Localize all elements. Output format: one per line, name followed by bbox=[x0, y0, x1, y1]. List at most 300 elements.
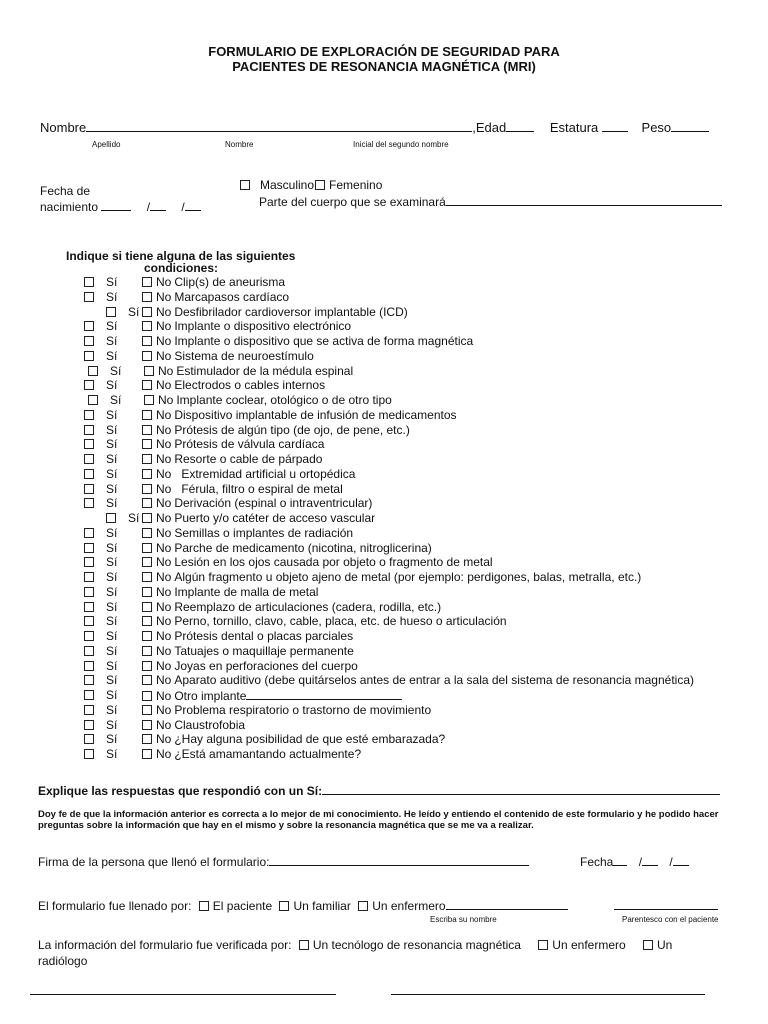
si-checkbox[interactable] bbox=[84, 572, 94, 582]
nombre-label: Nombre bbox=[40, 120, 87, 135]
no-checkbox[interactable] bbox=[142, 572, 152, 582]
no-option bbox=[142, 437, 324, 451]
si-option bbox=[84, 541, 117, 555]
fecha-year-field[interactable] bbox=[673, 854, 689, 866]
si-option bbox=[84, 526, 117, 540]
enfermero-checkbox[interactable] bbox=[358, 901, 368, 911]
form-title-line-2: PACIENTES DE RESONANCIA MAGNÉTICA (MRI) bbox=[232, 59, 536, 74]
no-option bbox=[142, 541, 432, 555]
no-checkbox[interactable] bbox=[142, 528, 152, 538]
si-checkbox[interactable] bbox=[84, 661, 94, 671]
condition-text: Implante de malla de metal bbox=[174, 584, 319, 599]
name-row bbox=[40, 120, 709, 135]
condition-row bbox=[84, 334, 474, 348]
si-option bbox=[84, 496, 117, 510]
condition-text: Implante o dispositivo electrónico bbox=[174, 319, 352, 334]
no-checkbox[interactable] bbox=[142, 454, 152, 464]
masculino-checkbox[interactable] bbox=[240, 180, 250, 190]
si-checkbox[interactable] bbox=[84, 602, 94, 612]
condition-row bbox=[84, 466, 356, 481]
condition-text: Estimulador de la médula espinal bbox=[176, 363, 354, 378]
no-label: No bbox=[156, 496, 172, 511]
enfermero2-checkbox[interactable] bbox=[538, 940, 548, 950]
condition-row bbox=[84, 570, 642, 584]
familiar-checkbox[interactable] bbox=[279, 901, 289, 911]
condition-text: Aparato auditivo (debe quitárselos antes de entrar a la sala del sistema de resonancia magnética) bbox=[174, 673, 694, 688]
date-slash: / bbox=[181, 200, 185, 214]
condition-text: Semillas o implantes de radiación bbox=[174, 525, 354, 540]
no-checkbox[interactable] bbox=[142, 675, 152, 685]
no-option bbox=[142, 644, 354, 658]
condition-row bbox=[84, 452, 323, 466]
si-option bbox=[84, 408, 117, 422]
fecha-label: Fecha bbox=[580, 855, 614, 869]
peso-label: Peso bbox=[641, 120, 672, 135]
parte-cuerpo-label: Parte del cuerpo que se examinará bbox=[259, 195, 446, 209]
condition-row bbox=[84, 629, 354, 643]
si-option bbox=[84, 673, 117, 687]
signature-date-row bbox=[580, 854, 689, 869]
no-option bbox=[142, 747, 361, 761]
si-checkbox[interactable] bbox=[84, 410, 94, 420]
si-checkbox[interactable] bbox=[84, 484, 94, 494]
condition-row bbox=[84, 289, 290, 304]
si-option bbox=[84, 688, 117, 702]
si-label: Sí bbox=[106, 747, 118, 761]
inicial-caption: Inicial del segundo nombre bbox=[353, 140, 449, 149]
condition-row bbox=[84, 599, 442, 614]
no-option bbox=[142, 688, 402, 703]
no-checkbox[interactable] bbox=[142, 336, 152, 346]
condition-row bbox=[84, 614, 507, 629]
no-option bbox=[144, 393, 392, 407]
si-option bbox=[84, 555, 117, 569]
no-option bbox=[142, 673, 694, 687]
no-label: No bbox=[156, 673, 172, 688]
si-option bbox=[84, 423, 117, 437]
condition-text: Puerto y/o catéter de acceso vascular bbox=[174, 511, 376, 525]
si-checkbox[interactable] bbox=[84, 380, 94, 390]
condition-row bbox=[84, 643, 354, 658]
condition-text: Prótesis de algún tipo (de ojo, de pene, etc.) bbox=[174, 422, 410, 437]
nacimiento-label: nacimiento bbox=[40, 200, 99, 214]
condition-text: Perno, tornillo, clavo, cable, placa, etc. de hueso o articulación bbox=[174, 614, 507, 629]
si-checkbox[interactable] bbox=[84, 454, 94, 464]
no-label: No bbox=[158, 393, 174, 407]
si-option bbox=[84, 570, 117, 584]
si-checkbox[interactable] bbox=[84, 321, 94, 331]
no-checkbox[interactable] bbox=[142, 543, 152, 553]
no-label: No bbox=[158, 363, 174, 378]
date-slash: / bbox=[638, 855, 643, 869]
si-option bbox=[84, 437, 117, 451]
no-label: No bbox=[156, 378, 172, 393]
si-option bbox=[84, 600, 117, 614]
no-checkbox[interactable] bbox=[142, 351, 152, 361]
si-option bbox=[84, 732, 117, 746]
si-option bbox=[84, 275, 117, 289]
si-label: Sí bbox=[106, 407, 118, 422]
si-label: Sí bbox=[106, 540, 118, 555]
condition-row bbox=[84, 348, 314, 363]
si-option bbox=[84, 290, 117, 304]
condition-row bbox=[84, 747, 362, 761]
no-option bbox=[142, 319, 351, 333]
no-checkbox[interactable] bbox=[142, 691, 152, 701]
condition-row bbox=[84, 540, 432, 555]
no-label: No bbox=[156, 511, 172, 525]
si-label: Sí bbox=[106, 466, 118, 481]
condition-row bbox=[84, 407, 457, 422]
si-label: Sí bbox=[106, 481, 118, 496]
estatura-field[interactable] bbox=[602, 120, 628, 132]
no-checkbox[interactable] bbox=[142, 307, 152, 317]
si-checkbox[interactable] bbox=[88, 366, 98, 376]
llenado-por-label: El formulario fue llenado por: bbox=[38, 899, 192, 913]
si-label: Sí bbox=[106, 378, 118, 393]
si-checkbox[interactable] bbox=[84, 587, 94, 597]
birth-month-field[interactable] bbox=[101, 199, 131, 211]
si-checkbox[interactable] bbox=[84, 675, 94, 685]
si-option bbox=[84, 585, 117, 599]
condition-row bbox=[84, 481, 343, 496]
no-option bbox=[142, 570, 641, 584]
peso-field[interactable] bbox=[671, 120, 709, 132]
si-checkbox[interactable] bbox=[84, 616, 94, 626]
si-label: Sí bbox=[110, 363, 122, 378]
no-label: No bbox=[156, 452, 172, 466]
si-checkbox[interactable] bbox=[84, 469, 94, 479]
no-checkbox[interactable] bbox=[142, 484, 152, 494]
no-label: No bbox=[156, 658, 172, 673]
no-label: No bbox=[156, 289, 172, 304]
condition-text: Desfibrilador cardioversor implantable (ICD) bbox=[174, 304, 408, 319]
no-checkbox[interactable] bbox=[142, 425, 152, 435]
femenino-label: Femenino bbox=[329, 178, 383, 192]
no-checkbox[interactable] bbox=[142, 749, 152, 759]
signature-line-right[interactable] bbox=[391, 994, 705, 995]
si-option bbox=[84, 703, 117, 717]
condition-row bbox=[84, 702, 432, 717]
si-label: Sí bbox=[106, 584, 118, 599]
condition-row bbox=[84, 717, 246, 732]
condition-text: Algún fragmento u objeto ajeno de metal (por ejemplo: perdigones, balas, metralla, etc.) bbox=[174, 570, 642, 584]
si-option bbox=[84, 629, 117, 643]
parentesco-field[interactable] bbox=[614, 898, 718, 910]
si-label: Sí bbox=[106, 289, 118, 304]
no-checkbox[interactable] bbox=[144, 395, 154, 405]
condition-text: Tatuajes o maquillaje permanente bbox=[174, 643, 354, 658]
firma-field[interactable] bbox=[269, 854, 529, 866]
body-part-row bbox=[259, 194, 722, 209]
si-label: Sí bbox=[106, 525, 118, 540]
verificada-por-label: La información del formulario fue verificada por: bbox=[38, 938, 292, 952]
si-label: Sí bbox=[106, 348, 118, 363]
edad-label: ,Edad bbox=[472, 120, 507, 135]
no-option bbox=[142, 378, 325, 392]
condition-row bbox=[84, 688, 247, 703]
si-option bbox=[106, 305, 139, 319]
si-label: Sí bbox=[106, 629, 118, 643]
condition-text: Claustrofobia bbox=[174, 717, 246, 732]
si-option bbox=[84, 452, 117, 466]
si-option bbox=[84, 319, 117, 333]
un-label: Un bbox=[657, 938, 673, 952]
no-option bbox=[142, 555, 493, 569]
no-label: No bbox=[156, 614, 172, 629]
si-label: Sí bbox=[106, 334, 118, 348]
no-option bbox=[142, 482, 343, 496]
conditions-heading-1: Indique si tiene alguna de las siguientes bbox=[66, 249, 296, 263]
parte-cuerpo-field[interactable] bbox=[446, 194, 722, 206]
si-label: Sí bbox=[110, 393, 122, 407]
no-option bbox=[142, 452, 322, 466]
no-checkbox[interactable] bbox=[142, 469, 152, 479]
condition-row bbox=[84, 673, 694, 688]
no-checkbox[interactable] bbox=[142, 602, 152, 612]
si-label: Sí bbox=[106, 614, 118, 629]
no-label: No bbox=[156, 319, 172, 334]
si-option bbox=[84, 378, 117, 392]
nombre-field[interactable] bbox=[86, 120, 472, 132]
no-label: No bbox=[156, 689, 172, 703]
nombre-caption: Nombre bbox=[225, 140, 254, 149]
no-checkbox[interactable] bbox=[144, 366, 154, 376]
signature-line-left[interactable] bbox=[30, 994, 336, 995]
date-slash: / bbox=[669, 855, 673, 869]
no-option bbox=[142, 732, 445, 746]
condition-text: Derivación (espinal o intraventricular) bbox=[174, 496, 373, 511]
no-option bbox=[142, 585, 318, 599]
condition-text: Dispositivo implantable de infusión de medicamentos bbox=[174, 407, 457, 422]
condition-text: Resorte o cable de párpado bbox=[174, 452, 323, 466]
si-label: Sí bbox=[106, 673, 118, 688]
si-checkbox[interactable] bbox=[84, 720, 94, 730]
si-label: Sí bbox=[106, 717, 118, 732]
si-option bbox=[84, 334, 117, 348]
no-checkbox[interactable] bbox=[142, 410, 152, 420]
no-label: No bbox=[156, 275, 172, 289]
no-label: No bbox=[156, 481, 172, 496]
condition-row bbox=[84, 658, 358, 673]
conditions-heading-2: condiciones: bbox=[144, 261, 219, 275]
condition-text: ¿Está amamantando actualmente? bbox=[174, 747, 362, 761]
si-checkbox[interactable] bbox=[88, 395, 98, 405]
tecnologo-label: Un tecnólogo de resonancia magnética bbox=[312, 938, 521, 952]
si-label: Sí bbox=[106, 599, 118, 614]
si-checkbox[interactable] bbox=[84, 528, 94, 538]
no-checkbox[interactable] bbox=[142, 705, 152, 715]
si-option bbox=[84, 747, 117, 761]
fecha-month-field[interactable] bbox=[613, 854, 627, 866]
edad-field[interactable] bbox=[506, 120, 534, 132]
si-label: Sí bbox=[106, 319, 118, 334]
si-checkbox[interactable] bbox=[84, 543, 94, 553]
declaration-text: Doy fe de que la información anterior es correcta a lo mejor de mi conocimiento. He leído y entiendo el contenido de este formulario y he podido hacer preguntas sobre la información que hay en el mismo y sobre la resonancia magnética que se me va a realizar. bbox=[38, 809, 719, 831]
si-checkbox[interactable] bbox=[84, 734, 94, 744]
no-option bbox=[142, 467, 355, 481]
no-checkbox[interactable] bbox=[142, 631, 152, 641]
si-label: Sí bbox=[128, 511, 140, 525]
familiar-label: Un familiar bbox=[293, 899, 351, 913]
filled-by-row bbox=[38, 898, 568, 913]
no-label: No bbox=[156, 437, 172, 452]
no-label: No bbox=[156, 570, 172, 584]
si-option bbox=[106, 511, 139, 525]
otro-implante-field[interactable] bbox=[246, 688, 402, 700]
no-option bbox=[142, 423, 410, 437]
si-option bbox=[88, 364, 121, 378]
no-label: No bbox=[156, 348, 172, 363]
no-option bbox=[142, 275, 285, 289]
radiologo-checkbox[interactable] bbox=[643, 940, 653, 950]
si-checkbox[interactable] bbox=[84, 705, 94, 715]
no-label: No bbox=[156, 422, 172, 437]
tecnologo-checkbox[interactable] bbox=[299, 940, 309, 950]
explain-row bbox=[38, 783, 720, 798]
si-label: Sí bbox=[106, 570, 118, 584]
si-label: Sí bbox=[106, 643, 118, 658]
enfermero-name-field[interactable] bbox=[446, 898, 568, 910]
condition-row bbox=[84, 525, 354, 540]
date-slash: / bbox=[146, 200, 151, 214]
no-label: No bbox=[156, 466, 172, 481]
no-option bbox=[142, 408, 457, 422]
enfermero-label: Un enfermero bbox=[372, 899, 446, 913]
no-label: No bbox=[156, 304, 172, 319]
si-checkbox[interactable] bbox=[84, 351, 94, 361]
si-checkbox[interactable] bbox=[84, 439, 94, 449]
si-checkbox[interactable] bbox=[84, 292, 94, 302]
si-label: Sí bbox=[106, 422, 118, 437]
no-checkbox[interactable] bbox=[142, 734, 152, 744]
condition-row bbox=[84, 378, 326, 393]
verified-by-row bbox=[38, 938, 672, 952]
fecha-day-field[interactable] bbox=[642, 854, 658, 866]
si-checkbox[interactable] bbox=[84, 277, 94, 287]
si-checkbox[interactable] bbox=[106, 307, 116, 317]
no-option bbox=[142, 614, 507, 628]
no-checkbox[interactable] bbox=[142, 321, 152, 331]
condition-row bbox=[84, 555, 493, 570]
birth-date-row bbox=[40, 199, 201, 214]
si-label: Sí bbox=[106, 658, 118, 673]
condition-row bbox=[84, 393, 392, 407]
no-label: No bbox=[156, 334, 172, 348]
condition-row bbox=[84, 496, 373, 511]
si-option bbox=[84, 644, 117, 658]
form-title-line-1: FORMULARIO DE EXPLORACIÓN DE SEGURIDAD PARA bbox=[208, 44, 560, 59]
no-checkbox[interactable] bbox=[142, 498, 152, 508]
no-option bbox=[142, 659, 358, 673]
condition-text: Reemplazo de articulaciones (cadera, rodilla, etc.) bbox=[174, 599, 442, 614]
no-option bbox=[142, 349, 314, 363]
si-checkbox[interactable] bbox=[84, 557, 94, 567]
si-checkbox[interactable] bbox=[84, 425, 94, 435]
si-option bbox=[84, 482, 117, 496]
no-checkbox[interactable] bbox=[142, 277, 152, 287]
no-checkbox[interactable] bbox=[142, 380, 152, 390]
no-label: No bbox=[156, 747, 172, 761]
no-label: No bbox=[156, 702, 172, 717]
no-checkbox[interactable] bbox=[142, 513, 152, 523]
escriba-nombre-caption: Escriba su nombre bbox=[430, 915, 497, 924]
condition-row bbox=[84, 319, 352, 334]
no-label: No bbox=[156, 717, 172, 732]
condition-row bbox=[84, 422, 410, 437]
no-checkbox[interactable] bbox=[142, 587, 152, 597]
no-checkbox[interactable] bbox=[142, 616, 152, 626]
si-label: Sí bbox=[106, 437, 118, 452]
condition-text: Marcapasos cardíaco bbox=[174, 289, 290, 304]
si-checkbox[interactable] bbox=[84, 631, 94, 641]
si-checkbox[interactable] bbox=[84, 690, 94, 700]
condition-text: Implante o dispositivo que se activa de forma magnética bbox=[174, 334, 474, 348]
condition-text: Implante coclear, otológico o de otro tipo bbox=[176, 393, 392, 407]
no-option bbox=[142, 290, 289, 304]
no-checkbox[interactable] bbox=[142, 646, 152, 656]
no-option bbox=[144, 364, 353, 378]
si-checkbox[interactable] bbox=[84, 336, 94, 346]
parentesco-caption: Parentesco con el paciente bbox=[622, 915, 719, 924]
si-label: Sí bbox=[106, 555, 118, 570]
enfermero2-label: Un enfermero bbox=[552, 938, 626, 952]
no-option bbox=[142, 629, 353, 643]
si-label: Sí bbox=[106, 452, 118, 466]
birth-day-field[interactable] bbox=[150, 199, 166, 211]
si-label: Sí bbox=[106, 688, 118, 702]
explique-label: Explique las respuestas que respondió con un Sí: bbox=[38, 784, 323, 798]
no-checkbox[interactable] bbox=[142, 439, 152, 449]
condition-row bbox=[84, 511, 376, 525]
birth-year-field[interactable] bbox=[185, 199, 201, 211]
no-checkbox[interactable] bbox=[142, 661, 152, 671]
radiologo-label: radiólogo bbox=[38, 954, 88, 968]
si-checkbox[interactable] bbox=[84, 498, 94, 508]
condition-text: Parche de medicamento (nicotina, nitroglicerina) bbox=[174, 540, 432, 555]
paciente-checkbox[interactable] bbox=[199, 901, 209, 911]
condition-text: Joyas en perforaciones del cuerpo bbox=[174, 658, 358, 673]
condition-row bbox=[84, 304, 408, 319]
femenino-checkbox[interactable] bbox=[315, 180, 325, 190]
condition-text: Electrodos o cables internos bbox=[174, 378, 326, 393]
no-option bbox=[142, 496, 372, 510]
no-label: No bbox=[156, 599, 172, 614]
condition-row bbox=[84, 363, 354, 378]
no-checkbox[interactable] bbox=[142, 720, 152, 730]
paciente-label: El paciente bbox=[212, 899, 273, 913]
fecha-de-label: Fecha de bbox=[40, 184, 91, 198]
condition-row bbox=[84, 437, 325, 452]
condition-text: Clip(s) de aneurisma bbox=[174, 275, 286, 289]
no-option bbox=[142, 718, 245, 732]
condition-row bbox=[84, 732, 446, 747]
si-checkbox[interactable] bbox=[84, 646, 94, 656]
no-label: No bbox=[156, 407, 172, 422]
condition-text: Lesión en los ojos causada por objeto o fragmento de metal bbox=[174, 555, 493, 570]
si-checkbox[interactable] bbox=[106, 513, 116, 523]
explique-field[interactable] bbox=[322, 783, 720, 795]
si-label: Sí bbox=[106, 702, 118, 717]
si-label: Sí bbox=[106, 275, 118, 289]
no-checkbox[interactable] bbox=[142, 292, 152, 302]
apellido-caption: Apellido bbox=[92, 140, 121, 149]
si-option bbox=[84, 349, 117, 363]
si-option bbox=[84, 467, 117, 481]
no-checkbox[interactable] bbox=[142, 557, 152, 567]
si-option bbox=[88, 393, 121, 407]
si-checkbox[interactable] bbox=[84, 749, 94, 759]
